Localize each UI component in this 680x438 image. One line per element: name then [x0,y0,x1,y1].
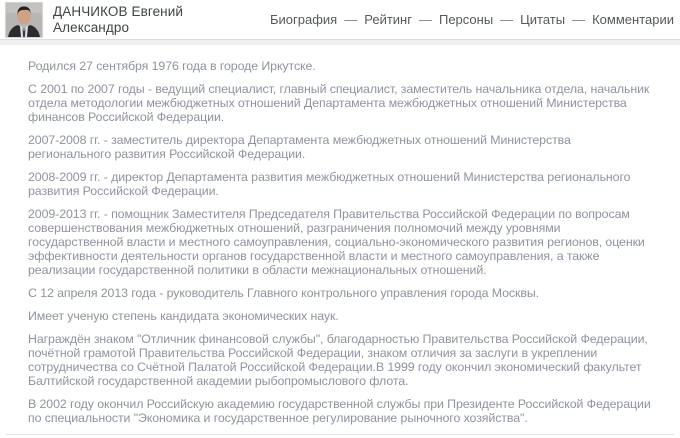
profile-photo [5,2,43,38]
nav-item-quotes[interactable]: Цитаты [520,12,566,27]
biography-content [0,45,680,425]
bio-paragraph-2007-2008: 2007-2008 гг. - заместитель директора Департамента межбюджетных отношений Министерства регионального развития Российской Федерации. [28,133,571,161]
nav-separator: — [344,12,358,27]
nav-item-rating[interactable]: Рейтинг [364,12,412,27]
bio-paragraph-education: В 2002 году окончил Российскую академию государственной службы при Президенте Российской Федерации по специальности "Экономика и государственное регулирование рыночного хозяйства". [28,397,651,425]
bio-paragraph-2013: С 12 апреля 2013 года - руководитель Главного контрольного управления города Москвы. [28,286,539,300]
nav-item-persons[interactable]: Персоны [438,12,494,27]
bio-paragraph-degree: Имеет ученую степень кандидата экономических наук. [28,309,339,323]
bio-paragraph-2009-2013: 2009-2013 гг. - помощник Заместителя Председателя Правительства Российской Федерации по вопросам совершенствования межбюджетных отношений, разграничения полномочий между уровнями государственной власти и местного самоуправления, социально-экономического развития регионов, оценки эффективности деятельности органов государственной власти и местного самоуправления, а также реализации государственной политики в области межнациональных отношений. [28,207,645,277]
nav-separator: — [572,12,586,27]
nav-item-biography[interactable]: Биография [270,12,338,27]
nav-separator: — [500,12,514,27]
portrait-image [6,3,42,37]
nav-separator: — [418,12,432,27]
bio-paragraph-2008-2009: 2008-2009 гг. - директор Департамента развития межбюджетных отношений Министерства регионального развития Российской Федерации. [28,170,631,198]
person-name-line2: Александро [53,19,130,35]
nav-item-comments[interactable]: Комментарии [592,12,674,27]
person-name [53,4,183,35]
bottom-divider [6,434,674,435]
bio-paragraph-birth: Родился 27 сентября 1976 года в городе Иркутске. [28,59,316,73]
header [0,0,680,40]
bio-paragraph-awards: Награждён знаком "Отличник финансовой службы", благодарностью Правительства Российской Федерации, почётной грамотой Правительства Российской Федерации, знаком отличия за заслуги в укреплении сотрудничества со Счётной Палатой Российской Федерации.В 1999 году окончил экономический факультет Балтийской государственной академии рыбопромыслового флота. [28,332,648,388]
top-nav [270,12,674,27]
bio-paragraph-2001-2007: С 2001 по 2007 годы - ведущий специалист, главный специалист, заместитель начальника отдела, начальник отдела методологии межбюджетных отношений Департамента межбюджетных отношений Министерства финансов Российской Федерации. [28,82,650,124]
person-name-line1: ДАНЧИКОВ Евгений [53,4,184,19]
